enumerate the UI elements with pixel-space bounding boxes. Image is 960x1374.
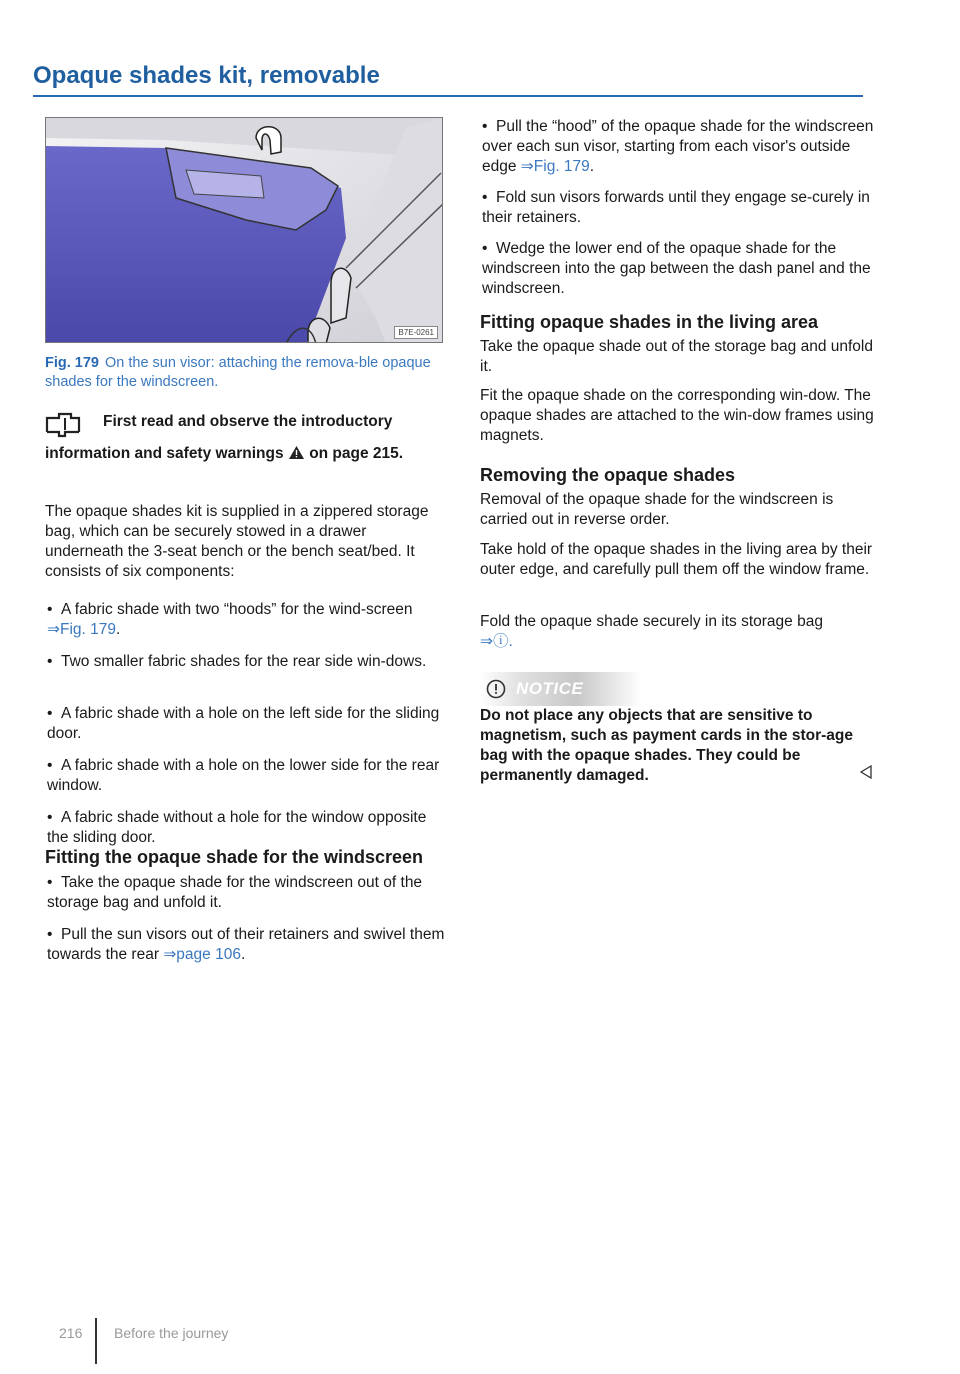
- list-item: • A fabric shade with a hole on the lower side for the rear window.: [47, 757, 440, 794]
- title-rule: [33, 95, 863, 97]
- section-heading: Fitting opaque shades in the living area: [480, 312, 819, 332]
- intro-text: First read and observe the introductory information and safety warnings: [45, 413, 393, 462]
- paragraph: Fit the opaque shade on the corresponding win-dow. The opaque shades are attached to the win-dow frames using magnets.: [480, 387, 874, 444]
- paragraph: Take the opaque shade out of the storage bag and unfold it.: [480, 338, 873, 375]
- list-item: • Fold sun visors forwards until they engage se-curely in their retainers.: [482, 189, 870, 226]
- cross-reference-link[interactable]: ⇒Fig. 179: [520, 158, 590, 175]
- footer-divider: [95, 1318, 97, 1364]
- page-title: Opaque shades kit, removable: [33, 62, 380, 89]
- info-circle-icon: [486, 679, 506, 704]
- cross-reference-link[interactable]: ⇒page 106: [163, 946, 241, 963]
- paragraph: Take hold of the opaque shades in the living area by their outer edge, and carefully pull them off the window frame.: [480, 541, 873, 578]
- cross-reference-link[interactable]: ⇒Fig. 179: [47, 621, 116, 638]
- book-icon: [45, 412, 93, 444]
- figure-caption-text: On the sun visor: attaching the remova-ble opaque shades for the windscreen.: [45, 355, 431, 390]
- page-number: 216: [59, 1325, 83, 1341]
- intro-page-ref: on page 215.: [309, 445, 404, 462]
- section-name: Before the journey: [114, 1325, 229, 1341]
- notice-text: Do not place any objects that are sensitive to magnetism, such as payment cards in the stor-age bag with the opaque shades. They could be permanently damaged.: [480, 707, 853, 784]
- figure-number: Fig. 179: [45, 355, 99, 371]
- figure-image: [45, 117, 443, 343]
- warning-triangle-icon: [288, 445, 305, 466]
- list-item: • A fabric shade with a hole on the left side for the sliding door.: [47, 705, 440, 742]
- paragraph: Fold the opaque shade securely in its storage bag ⇒ⓘ.: [480, 613, 823, 650]
- intro-paragraph: The opaque shades kit is supplied in a zippered storage bag, which can be securely stowed in a drawer underneath the 3-seat bench or the bench seat/bed. It consists of six components:: [45, 503, 429, 580]
- notice-reference-link[interactable]: ⇒ⓘ.: [480, 633, 513, 650]
- sun-visor-illustration: [46, 118, 443, 343]
- section-heading: Fitting the opaque shade for the windscreen: [45, 847, 424, 867]
- list-item: • Two smaller fabric shades for the rear side win-dows.: [47, 653, 427, 670]
- section-heading: Removing the opaque shades: [480, 465, 736, 485]
- list-item: • A fabric shade without a hole for the window opposite the sliding door.: [47, 809, 427, 846]
- figure-code: B7E-0261: [394, 326, 438, 339]
- notice-banner: [480, 672, 642, 706]
- list-item: • A fabric shade with two “hoods” for the wind-screen ⇒Fig. 179.: [47, 601, 413, 638]
- figure-caption: [45, 354, 443, 392]
- intro-note: [45, 412, 443, 466]
- notice-label: NOTICE: [516, 679, 584, 698]
- list-item: • Pull the sun visors out of their retainers and swivel them towards the rear ⇒page 106.: [47, 926, 445, 963]
- paragraph: Removal of the opaque shade for the windscreen is carried out in reverse order.: [480, 491, 834, 528]
- list-item: • Take the opaque shade for the windscreen out of the storage bag and unfold it.: [47, 874, 423, 911]
- list-item: • Pull the “hood” of the opaque shade for the windscreen over each sun visor, starting from each visor's outside edge ⇒Fig. 179.: [482, 118, 874, 175]
- end-of-section-icon: [860, 765, 872, 784]
- list-item: • Wedge the lower end of the opaque shade for the windscreen into the gap between the dash panel and the windscreen.: [482, 240, 871, 297]
